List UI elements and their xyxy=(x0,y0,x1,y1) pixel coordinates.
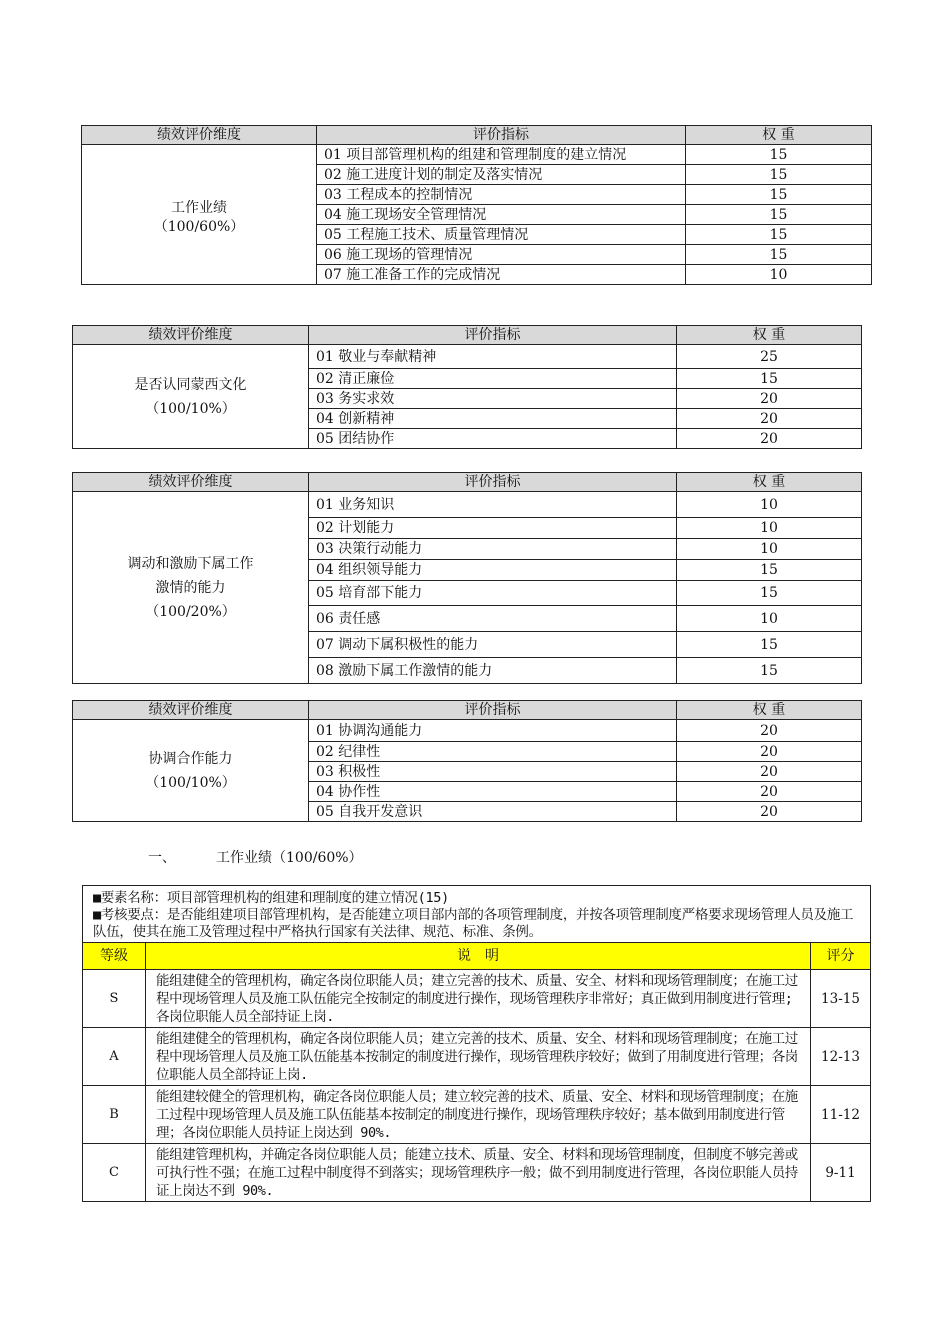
grade-row xyxy=(83,1144,871,1202)
dimension-cell xyxy=(73,345,309,449)
indicator-cell: 02 纪律性 xyxy=(309,742,677,762)
weight-cell: 15 xyxy=(686,165,872,185)
dimension-ratio: （100/60%） xyxy=(153,218,245,235)
indicator-cell: 05 工程施工技术、质量管理情况 xyxy=(317,225,686,245)
score-cell: 11-12 xyxy=(811,1086,871,1144)
score-cell: 12-13 xyxy=(811,1028,871,1086)
dimension-ratio: （100/20%） xyxy=(145,603,236,620)
weight-cell: 15 xyxy=(686,225,872,245)
indicator-cell: 03 务实求效 xyxy=(309,389,677,409)
indicator-cell: 05 培育部下能力 xyxy=(309,581,677,606)
header-dimension: 绩效评价维度 xyxy=(73,326,309,345)
indicator-cell: 01 业务知识 xyxy=(309,492,677,518)
dimension-cell xyxy=(73,492,309,684)
header-indicator: 评价指标 xyxy=(309,701,677,720)
indicator-cell: 07 调动下属积极性的能力 xyxy=(309,632,677,658)
indicator-cell: 06 施工现场的管理情况 xyxy=(317,245,686,265)
indicator-cell: 03 工程成本的控制情况 xyxy=(317,185,686,205)
grade-row xyxy=(83,1028,871,1086)
element-note-cell xyxy=(83,886,871,943)
indicator-cell: 05 团结协作 xyxy=(309,429,677,449)
indicator-cell: 03 积极性 xyxy=(309,762,677,782)
indicator-cell: 01 协调沟通能力 xyxy=(309,720,677,742)
header-indicator: 评价指标 xyxy=(309,326,677,345)
indicator-cell: 07 施工准备工作的完成情况 xyxy=(317,265,686,285)
header-weight: 权 重 xyxy=(677,701,862,720)
indicator-cell: 05 自我开发意识 xyxy=(309,802,677,822)
performance-table-work xyxy=(81,125,872,285)
weight-cell: 20 xyxy=(677,742,862,762)
indicator-cell: 03 决策行动能力 xyxy=(309,539,677,560)
performance-table-leadership xyxy=(72,472,862,684)
performance-table-culture xyxy=(72,325,862,449)
indicator-cell: 02 施工进度计划的制定及落实情况 xyxy=(317,165,686,185)
weight-cell: 15 xyxy=(686,145,872,165)
dimension-ratio: （100/10%） xyxy=(145,774,236,791)
weight-cell: 15 xyxy=(677,369,862,389)
indicator-cell: 08 激励下属工作激情的能力 xyxy=(309,658,677,684)
evaluation-detail-table xyxy=(82,885,871,1202)
weight-cell: 25 xyxy=(677,345,862,369)
weight-cell: 15 xyxy=(686,185,872,205)
dimension-name: 工作业绩 xyxy=(171,199,227,216)
performance-table-cooperation xyxy=(72,700,862,822)
description-cell: 能组建健全的管理机构，确定各岗位职能人员；建立完善的技术、质量、安全、材料和现场管理制度；在施工过程中现场管理人员及施工队伍能基本按制定的制度进行操作，现场管理秩序较好；做到了用制度进行管理；各岗位职能人员全部持证上岗. xyxy=(146,1028,811,1086)
indicator-cell: 04 组织领导能力 xyxy=(309,560,677,581)
weight-cell: 20 xyxy=(677,782,862,802)
weight-cell: 15 xyxy=(677,560,862,581)
weight-cell: 10 xyxy=(677,539,862,560)
section-title: 工作业绩（100/60%） xyxy=(216,850,363,866)
weight-cell: 20 xyxy=(677,762,862,782)
dimension-cell xyxy=(82,145,317,285)
weight-cell: 10 xyxy=(677,492,862,518)
description-cell: 能组建管理机构，并确定各岗位职能人员；能建立技术、质量、安全、材料和现场管理制度，但制度不够完善或可执行性不强；在施工过程中制度得不到落实；现场管理秩序一般；做不到用制度进行管理，各岗位职能人员持证上岗达不到 90%. xyxy=(146,1144,811,1202)
dimension-ratio: （100/10%） xyxy=(145,400,236,417)
weight-cell: 15 xyxy=(677,581,862,606)
header-grade: 等级 xyxy=(83,943,146,970)
score-cell: 9-11 xyxy=(811,1144,871,1202)
header-weight: 权 重 xyxy=(677,473,862,492)
grade-row xyxy=(83,1086,871,1144)
header-dimension: 绩效评价维度 xyxy=(82,126,317,145)
indicator-cell: 02 计划能力 xyxy=(309,518,677,539)
key-points: ■考核要点：是否能组建项目部管理机构，是否能建立项目部内部的各项管理制度，并按各项管理制度严格要求现场管理人员及施工队伍，使其在施工及管理过程中严格执行国家有关法律、规范、标准、条例。 xyxy=(93,907,854,940)
section-number: 一、 xyxy=(148,850,176,866)
dimension-name: 是否认同蒙西文化 xyxy=(134,376,247,393)
dimension-name-line1: 调动和激励下属工作 xyxy=(127,555,254,572)
indicator-cell: 04 施工现场安全管理情况 xyxy=(317,205,686,225)
indicator-cell: 04 协作性 xyxy=(309,782,677,802)
indicator-cell: 06 责任感 xyxy=(309,606,677,632)
dimension-cell xyxy=(73,720,309,822)
header-weight: 权 重 xyxy=(677,326,862,345)
header-dimension: 绩效评价维度 xyxy=(73,473,309,492)
grade-row xyxy=(83,970,871,1028)
header-indicator: 评价指标 xyxy=(309,473,677,492)
grade-cell: S xyxy=(83,970,146,1028)
dimension-name: 协调合作能力 xyxy=(148,750,233,767)
weight-cell: 20 xyxy=(677,802,862,822)
dimension-name-line2: 激情的能力 xyxy=(155,579,226,596)
header-dimension: 绩效评价维度 xyxy=(73,701,309,720)
description-cell: 能组建较健全的管理机构，确定各岗位职能人员；建立较完善的技术、质量、安全、材料和现场管理制度；在施工过程中现场管理人员及施工队伍能基本按制定的制度进行操作，现场管理秩序较好；基本做到用制度进行管理；各岗位职能人员持证上岗达到 90%. xyxy=(146,1086,811,1144)
grade-cell: B xyxy=(83,1086,146,1144)
header-score: 评分 xyxy=(811,943,871,970)
weight-cell: 20 xyxy=(677,409,862,429)
weight-cell: 20 xyxy=(677,429,862,449)
weight-cell: 15 xyxy=(686,245,872,265)
weight-cell: 15 xyxy=(677,632,862,658)
indicator-cell: 02 清正廉俭 xyxy=(309,369,677,389)
grade-cell: C xyxy=(83,1144,146,1202)
weight-cell: 10 xyxy=(677,606,862,632)
header-indicator: 评价指标 xyxy=(317,126,686,145)
indicator-cell: 04 创新精神 xyxy=(309,409,677,429)
weight-cell: 10 xyxy=(677,518,862,539)
weight-cell: 15 xyxy=(677,658,862,684)
weight-cell: 20 xyxy=(677,389,862,409)
header-description: 说 明 xyxy=(146,943,811,970)
element-name: ■要素名称：项目部管理机构的组建和理制度的建立情况(15) xyxy=(93,890,449,906)
grade-cell: A xyxy=(83,1028,146,1086)
header-weight: 权 重 xyxy=(686,126,872,145)
score-cell: 13-15 xyxy=(811,970,871,1028)
weight-cell: 10 xyxy=(686,265,872,285)
weight-cell: 20 xyxy=(677,720,862,742)
description-cell: 能组建健全的管理机构，确定各岗位职能人员；建立完善的技术、质量、安全、材料和现场管理制度；在施工过程中现场管理人员及施工队伍能完全按制定的制度进行操作，现场管理秩序非常好；真正做到用制度进行管理;各岗位职能人员全部持证上岗. xyxy=(146,970,811,1028)
section-heading xyxy=(148,849,363,867)
weight-cell: 15 xyxy=(686,205,872,225)
indicator-cell: 01 敬业与奉献精神 xyxy=(309,345,677,369)
indicator-cell: 01 项目部管理机构的组建和管理制度的建立情况 xyxy=(317,145,686,165)
